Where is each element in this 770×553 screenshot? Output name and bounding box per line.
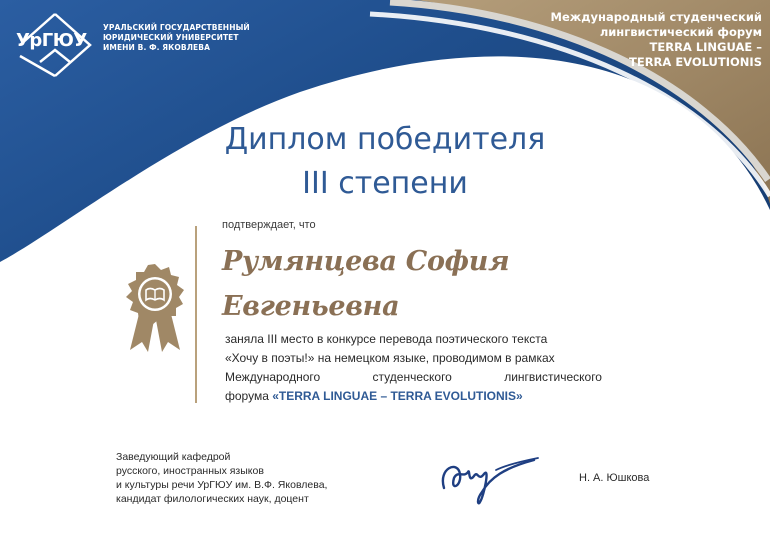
signatory-position: [116, 450, 327, 506]
award-text-prefix: форума: [225, 389, 273, 403]
forum-name: [442, 10, 762, 70]
forum-line: TERRA LINGUAE –: [649, 40, 762, 54]
recipient-name: Румянцева София: [222, 246, 510, 277]
award-text-line: [225, 370, 602, 384]
university-line: ИМЕНИ В. Ф. ЯКОВЛЕВА: [103, 43, 210, 52]
award-text-word: Международного: [225, 370, 321, 384]
forum-title-bold: «TERRA LINGUAE – TERRA EVOLUTIONIS»: [272, 389, 523, 403]
award-text-word: студенческого: [372, 370, 452, 384]
divider-line: [195, 226, 197, 403]
handwritten-signature: [434, 448, 544, 508]
award-rosette-book-icon: [118, 262, 192, 354]
university-name: [103, 23, 283, 53]
signatory-position-line: кандидат филологических наук, доцент: [116, 493, 309, 505]
diploma-title: Диплом победителя: [224, 122, 546, 157]
university-line: ЮРИДИЧЕСКИЙ УНИВЕРСИТЕТ: [103, 33, 239, 42]
award-text-line: «Хочу в поэты!» на немецком языке, проводимом в рамках: [225, 351, 555, 365]
confirms-text: подтверждает, что: [222, 219, 316, 231]
award-text-word: лингвистического: [504, 370, 602, 384]
recipient-patronymic: Евгеньевна: [222, 291, 400, 322]
forum-line: лингвистический форум: [599, 25, 762, 39]
award-text-line: [225, 389, 602, 403]
signatory-position-line: Заведующий кафедрой: [116, 451, 231, 463]
signatory-position-line: и культуры речи УрГЮУ им. В.Ф. Яковлева,: [116, 479, 328, 491]
forum-line: Международный студенческий: [550, 10, 762, 24]
signatory-name: Н. А. Юшкова: [579, 472, 650, 484]
award-text-line: заняла III место в конкурсе перевода поэтического текста: [225, 332, 548, 346]
signatory-position-line: русского, иностранных языков: [116, 465, 264, 477]
forum-line: TERRA EVOLUTIONIS: [629, 55, 762, 69]
university-line: УРАЛЬСКИЙ ГОСУДАРСТВЕННЫЙ: [103, 23, 250, 32]
diploma-degree: III степени: [302, 166, 468, 201]
logo-text: УрГЮУ: [16, 30, 87, 51]
